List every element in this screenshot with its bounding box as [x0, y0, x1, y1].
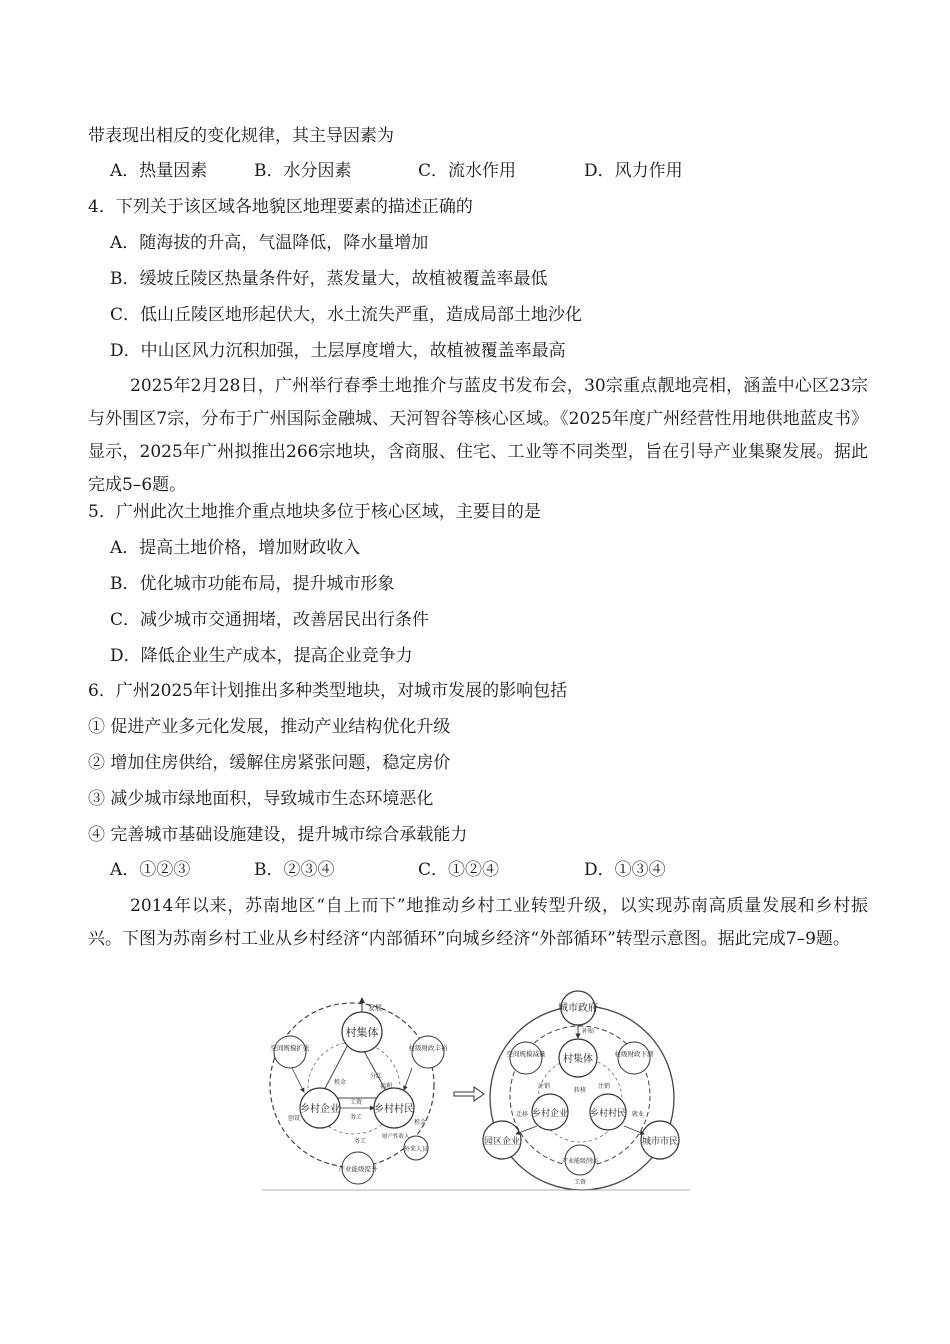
right-node-industry-weakened-label: 产业能级削弱: [561, 1158, 599, 1165]
q3-option-c[interactable]: C．流水作用: [418, 161, 517, 181]
q6-option-d[interactable]: D．①③④: [584, 860, 666, 880]
q4-option-b[interactable]: B．缓坡丘陵区热量条件好，蒸发量大，故植被覆盖率最低: [110, 269, 548, 289]
q6-stem: 6．广州2025年计划推出多种类型地块，对城市发展的影响包括: [88, 681, 568, 701]
q6-statement-3: ③ 减少城市绿地面积，导致城市生态环境恶化: [88, 789, 434, 809]
left-label-work-2: 务工: [354, 1138, 367, 1145]
left-label-develop: 发展: [368, 1004, 382, 1012]
left-node-finance-rich: [412, 1036, 444, 1068]
right-node-space-reduction: [510, 1042, 542, 1074]
left-node-rural-enterprise-label: 乡村企业: [300, 1104, 340, 1115]
right-label-cancel-1: 注销: [538, 1083, 551, 1090]
right-label-cancel-2: 注销: [598, 1083, 611, 1090]
right-node-space-reduction-label: 空间规模减量: [506, 1050, 546, 1058]
q4-stem: 4．下列关于该区域各地貌区地理要素的描述正确的: [88, 197, 473, 217]
right-node-village-collective-label: 村集体: [563, 1054, 593, 1065]
q6-option-a[interactable]: A．①②③: [110, 860, 191, 880]
q5-option-b[interactable]: B．优化城市功能布局，提升城市形象: [110, 574, 395, 594]
intro-line: 带表现出相反的变化规律，其主导因素为: [88, 126, 394, 146]
right-label-subsidy: 补贴: [582, 1028, 595, 1035]
left-diagram: [270, 998, 448, 1184]
q6-statement-2: ② 增加住房供给，缓解住房紧张问题，稳定房价: [88, 753, 451, 773]
left-node-villagers-label: 乡村村民: [374, 1104, 414, 1115]
q5-option-a[interactable]: A．提高土地价格，增加财政收入: [110, 538, 361, 558]
right-node-park-enterprise-label: 园区企业: [483, 1137, 521, 1147]
right-label-transfer: 转移: [574, 1087, 587, 1094]
right-label-employment: 就业: [632, 1111, 645, 1118]
left-label-rent-2: 租金: [414, 1119, 427, 1126]
right-node-city-residents-label: 城市市民: [641, 1137, 679, 1147]
left-node-industry-upgrade-label: 产业能级提升: [338, 1165, 378, 1173]
left-node-finance-rich-label: 村级财政丰裕: [408, 1044, 448, 1052]
transformation-diagram: [262, 988, 690, 1193]
q6-option-c[interactable]: C．①②④: [418, 860, 500, 880]
q4-option-d[interactable]: D．中山区风力沉积加强，土层厚度增大，故植被覆盖率最高: [110, 341, 566, 361]
left-node-outside-workers-label: 外来人员: [403, 1146, 429, 1153]
left-label-welfare: 福利: [380, 1083, 393, 1090]
left-label-dividend: 分红: [370, 1073, 383, 1080]
q3-option-b[interactable]: B．水分因素: [254, 161, 352, 181]
q5-option-c[interactable]: C．减少城市交通拥堵，改善居民出行条件: [110, 610, 430, 630]
q5-option-d[interactable]: D．降低企业生产成本，提高企业竞争力: [110, 646, 413, 666]
right-node-city-government-label: 城市政府: [558, 1003, 598, 1014]
right-node-rural-enterprise-label: 乡村企业: [531, 1109, 569, 1119]
right-label-wage: 工资: [574, 1179, 587, 1186]
q5-stem: 5．广州此次土地推介重点地块多位于核心区域，主要目的是: [88, 502, 541, 522]
left-node-village-collective-label: 村集体: [345, 1026, 379, 1039]
right-node-finance-decline: [618, 1042, 650, 1074]
left-node-space-expansion: [274, 1036, 306, 1068]
q3-option-a[interactable]: A．热量因素: [110, 161, 208, 181]
q4-option-c[interactable]: C．低山丘陵区地形起伏大，水土流失严重，造成局部土地沙化: [110, 305, 583, 325]
right-node-villagers-label: 乡村村民: [589, 1109, 627, 1119]
q6-statement-1: ① 促进产业多元化发展，推动产业结构优化升级: [88, 717, 451, 737]
left-label-rent-1: 租金: [334, 1079, 347, 1086]
left-label-work: 务工: [350, 1114, 363, 1121]
right-diagram: [483, 991, 679, 1190]
left-label-property-income: 财产性收入: [382, 1134, 410, 1140]
q6-option-b[interactable]: B．②③④: [254, 860, 335, 880]
left-label-create: 创设: [288, 1115, 301, 1122]
left-node-space-expansion-label: 空间规模扩张: [270, 1044, 310, 1052]
left-label-wage: 工资: [350, 1099, 363, 1106]
q3-option-d[interactable]: D．风力作用: [584, 161, 683, 181]
q6-statement-4: ④ 完善城市基础设施建设，提升城市综合承载能力: [88, 825, 468, 845]
right-node-finance-decline-label: 村级财政下滑: [614, 1050, 654, 1058]
material-1: 2025年2月28日，广州举行春季土地推介与蓝皮书发布会，30宗重点靓地亮相，涵盖中心区23宗与外围区7宗，分布于广州国际金融城、天河智谷等核心区域。《2025年度广州经营性用地供地蓝皮书》显示，2025年广州拟推出266宗地块，含商服、住宅、工业等不同类型，旨在引导产业集聚发展。据此完成5–6题。: [88, 376, 868, 495]
material-2: 2014年以来，苏南地区“自上而下”地推动乡村工业转型升级，以实现苏南高质量发展和乡村振兴。下图为苏南乡村工业从乡村经济“内部循环”向城乡经济“外部循环”转型示意图。据此完成7–9题。: [88, 896, 868, 949]
transition-arrow: [454, 1087, 484, 1101]
right-label-migrate: 迁移: [516, 1111, 529, 1118]
q4-option-a[interactable]: A．随海拔的升高，气温降低，降水量增加: [110, 233, 429, 253]
